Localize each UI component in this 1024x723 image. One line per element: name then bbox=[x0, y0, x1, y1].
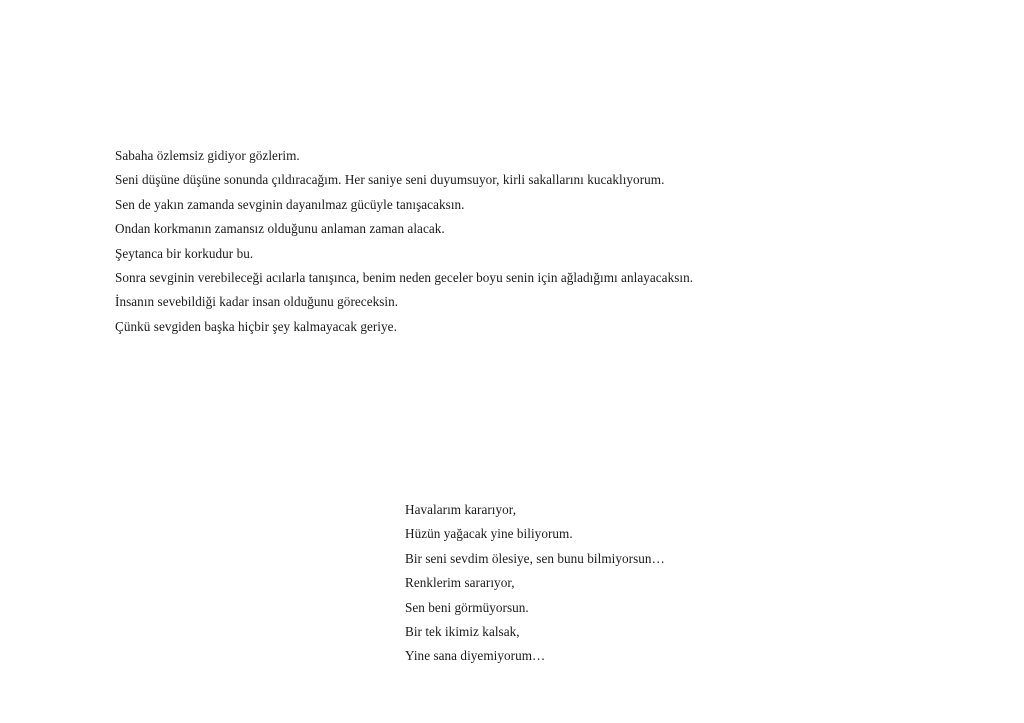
text-line: Çünkü sevgiden başka hiçbir şey kalmayacak geriye. bbox=[115, 318, 397, 334]
poem-line: Bir tek ikimiz kalsak, bbox=[405, 623, 520, 639]
text-line: Şeytanca bir korkudur bu. bbox=[115, 245, 254, 261]
text-line: Ondan korkmanın zamansız olduğunu anlaman zaman alacak. bbox=[115, 221, 445, 237]
text-line: Sonra sevginin verebileceği acılarla tanışınca, benim neden geceler boyu senin için ağladığımı anlayacaksın. bbox=[115, 269, 694, 285]
poem-line: Yine sana diyemiyorum… bbox=[405, 648, 546, 664]
text-line: Sen de yakın zamanda sevginin dayanılmaz gücüyle tanışacaksın. bbox=[115, 196, 465, 212]
poem-stanza bbox=[405, 498, 965, 669]
poem-line: Renklerim sararıyor, bbox=[405, 575, 515, 591]
text-line: Sabaha özlemsiz gidiyor gözlerim. bbox=[115, 148, 300, 163]
poem-line: Havalarım kararıyor, bbox=[405, 502, 517, 517]
poem-line: Sen beni görmüyorsun. bbox=[405, 599, 529, 615]
poem-line: Hüzün yağacak yine biliyorum. bbox=[405, 526, 573, 542]
text-line: Seni düşüne düşüne sonunda çıldıracağım. Her saniye seni duyumsuyor, kirli sakallarını kucaklıyorum. bbox=[115, 172, 665, 188]
text-line: İnsanın sevebildiği kadar insan olduğunu göreceksin. bbox=[115, 294, 399, 310]
poem-line: Bir seni sevdim ölesiye, sen bunu bilmiyorsun… bbox=[405, 550, 665, 566]
prose-paragraph bbox=[115, 144, 975, 339]
